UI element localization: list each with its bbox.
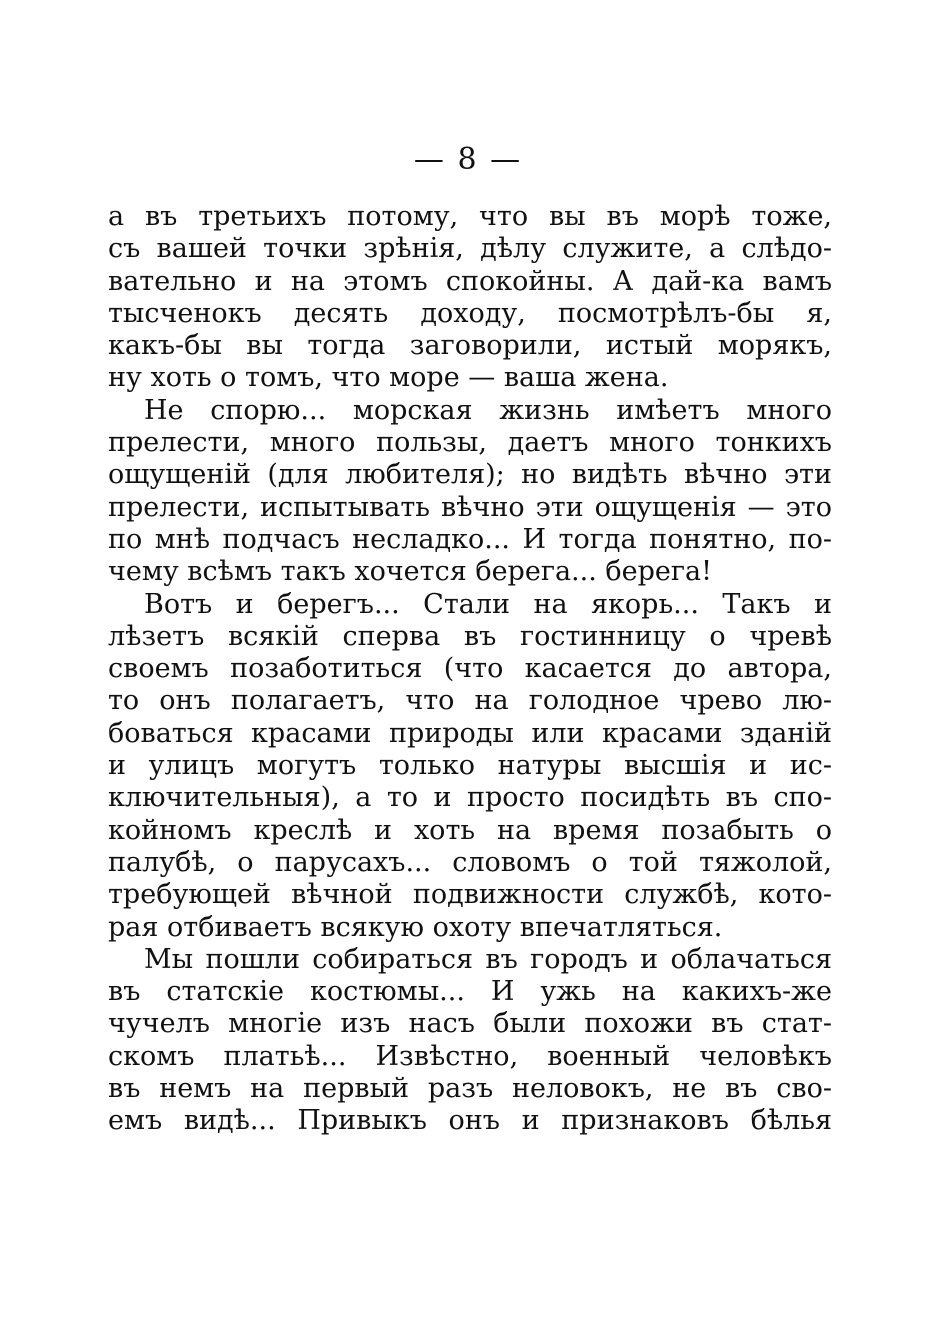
text-line: прелести, много пользы, даетъ много тонкихъ	[108, 427, 832, 459]
paragraph	[108, 201, 832, 395]
text-line: Не спорю... морская жизнь имѣетъ много	[144, 394, 832, 426]
text-line: то онъ полагаетъ, что на голодное чрево лю-	[108, 685, 832, 717]
text-line: чему всѣмъ такъ хочется берега... берега!	[108, 556, 712, 588]
text-line: а въ третьихъ потому, что вы въ морѣ тоже,	[108, 201, 832, 232]
text-line: въ немъ на первый разъ неловокъ, не въ сво-	[108, 1073, 832, 1105]
text-line: палубѣ, о парусахъ... словомъ о той тяжолой,	[108, 846, 832, 878]
text-line: требующей вѣчной подвижности службѣ, кото-	[108, 879, 832, 911]
text-line: Мы пошли собираться въ городъ и облачаться	[144, 943, 832, 975]
text-line: ключительныя), а то и просто посидѣть въ спо-	[108, 782, 832, 814]
text-line: ощущеній (для любителя); но видѣть вѣчно эти	[108, 459, 832, 491]
text-line: койномъ креслѣ и хоть на время позабыть о	[108, 814, 832, 846]
text-line: по мнѣ подчасъ несладко... И тогда понятно, по-	[108, 523, 832, 555]
page-number: — 8 —	[413, 142, 523, 177]
text-line: въ статскіе костюмы... И ужь на какихъ-же	[108, 976, 832, 1008]
text-line: тысченокъ десять доходу, посмотрѣлъ-бы я,	[108, 297, 832, 329]
paragraph	[108, 395, 832, 589]
text-line: какъ-бы вы тогда заговорили, истый морякъ,	[108, 330, 832, 362]
text-line: Вотъ и берегъ... Стали на якорь... Такъ и	[144, 588, 832, 620]
text-line: вательно и на этомъ спокойны. А дай-ка вамъ	[108, 265, 832, 297]
body-text	[108, 201, 832, 1138]
text-line: боваться красами природы или красами зданій	[108, 717, 832, 749]
text-line: съ вашей точки зрѣнія, дѣлу служите, а слѣдо-	[108, 233, 832, 265]
text-line: скомъ платьѣ... Извѣстно, военный человѣкъ	[108, 1040, 832, 1072]
text-line: своемъ позаботиться (что касается до автора,	[108, 653, 832, 685]
text-line: ну хоть о томъ, что море — ваша жена.	[108, 362, 669, 394]
text-line: лѣзетъ всякій сперва въ гостинницу о чревѣ	[108, 620, 832, 652]
text-line: чучелъ многіе изъ насъ были похожи въ стат-	[108, 1008, 832, 1040]
paragraph	[108, 589, 832, 944]
text-line: прелести, испытывать вѣчно эти ощущенія — это	[108, 491, 832, 523]
text-line: и улицъ могутъ только натуры высшія и ис-	[108, 750, 832, 782]
text-line: рая отбиваетъ всякую охоту впечатляться.	[108, 911, 723, 943]
text-line: емъ видѣ... Привыкъ онъ и признаковъ бѣлья	[108, 1105, 832, 1137]
paragraph	[108, 944, 832, 1138]
